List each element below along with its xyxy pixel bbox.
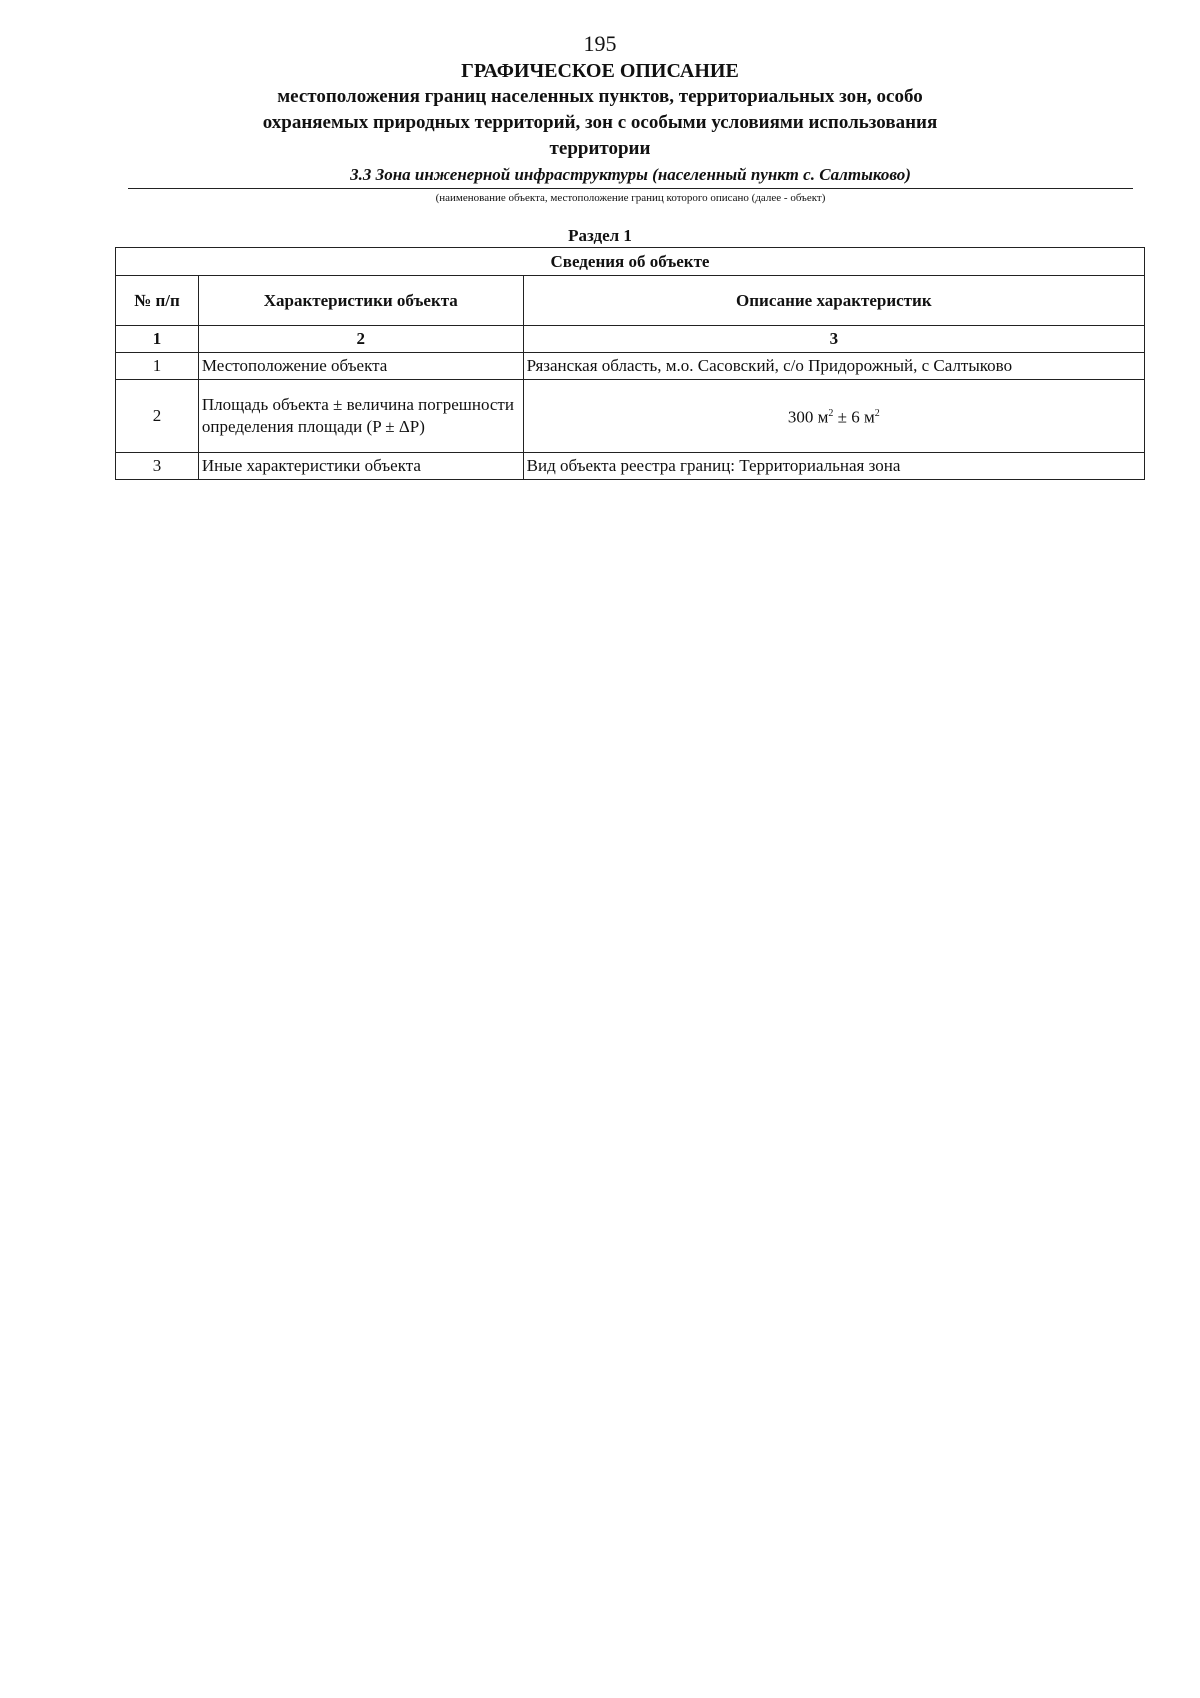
row-characteristic: Иные характеристики объекта bbox=[198, 453, 523, 480]
object-caption: (наименование объекта, местоположение границ которого описано (далее - объект) bbox=[435, 192, 826, 204]
table-header-row bbox=[116, 276, 1145, 326]
column-index-3: 3 bbox=[523, 326, 1144, 353]
object-info-table bbox=[115, 247, 1145, 480]
row-number: 3 bbox=[116, 453, 199, 480]
column-index-1: 1 bbox=[116, 326, 199, 353]
table-row bbox=[116, 353, 1145, 380]
table-row bbox=[116, 453, 1145, 480]
document-subtitle: местоположения границ населенных пунктов, территориальных зон, особо охраняемых природных территорий, зон с особыми условиями использования территории bbox=[262, 86, 938, 159]
area-error: ± 6 м bbox=[833, 407, 875, 427]
row-number: 1 bbox=[116, 353, 199, 380]
column-header-characteristic: Характеристики объекта bbox=[198, 276, 523, 326]
document-title: ГРАФИЧЕСКОЕ ОПИСАНИЕ bbox=[461, 60, 739, 82]
row-characteristic: Площадь объекта ± величина погрешности определения площади (P ± ΔP) bbox=[198, 380, 523, 453]
table-caption: Сведения об объекте bbox=[116, 248, 1145, 276]
section-title: Раздел 1 bbox=[568, 226, 632, 245]
title-block bbox=[0, 58, 1200, 162]
row-characteristic: Местоположение объекта bbox=[198, 353, 523, 380]
row-description: Рязанская область, м.о. Сасовский, с/о Придорожный, с Салтыково bbox=[523, 353, 1144, 380]
column-header-description: Описание характеристик bbox=[523, 276, 1144, 326]
area-unit-exponent: 2 bbox=[828, 408, 834, 420]
object-name-block bbox=[128, 164, 1133, 206]
row-description bbox=[523, 380, 1144, 453]
column-header-number: № п/п bbox=[116, 276, 199, 326]
row-description: Вид объекта реестра границ: Территориальная зона bbox=[523, 453, 1144, 480]
error-unit-exponent: 2 bbox=[874, 408, 880, 420]
table-row bbox=[116, 380, 1145, 453]
table-caption-row bbox=[116, 248, 1145, 276]
column-index-2: 2 bbox=[198, 326, 523, 353]
row-number: 2 bbox=[116, 380, 199, 453]
area-value: 300 м bbox=[787, 407, 829, 427]
object-name: 3.3 Зона инженерной инфраструктуры (населенный пункт с. Салтыково) bbox=[128, 164, 1133, 189]
page-number: 195 bbox=[583, 31, 617, 56]
table-index-row bbox=[116, 326, 1145, 353]
